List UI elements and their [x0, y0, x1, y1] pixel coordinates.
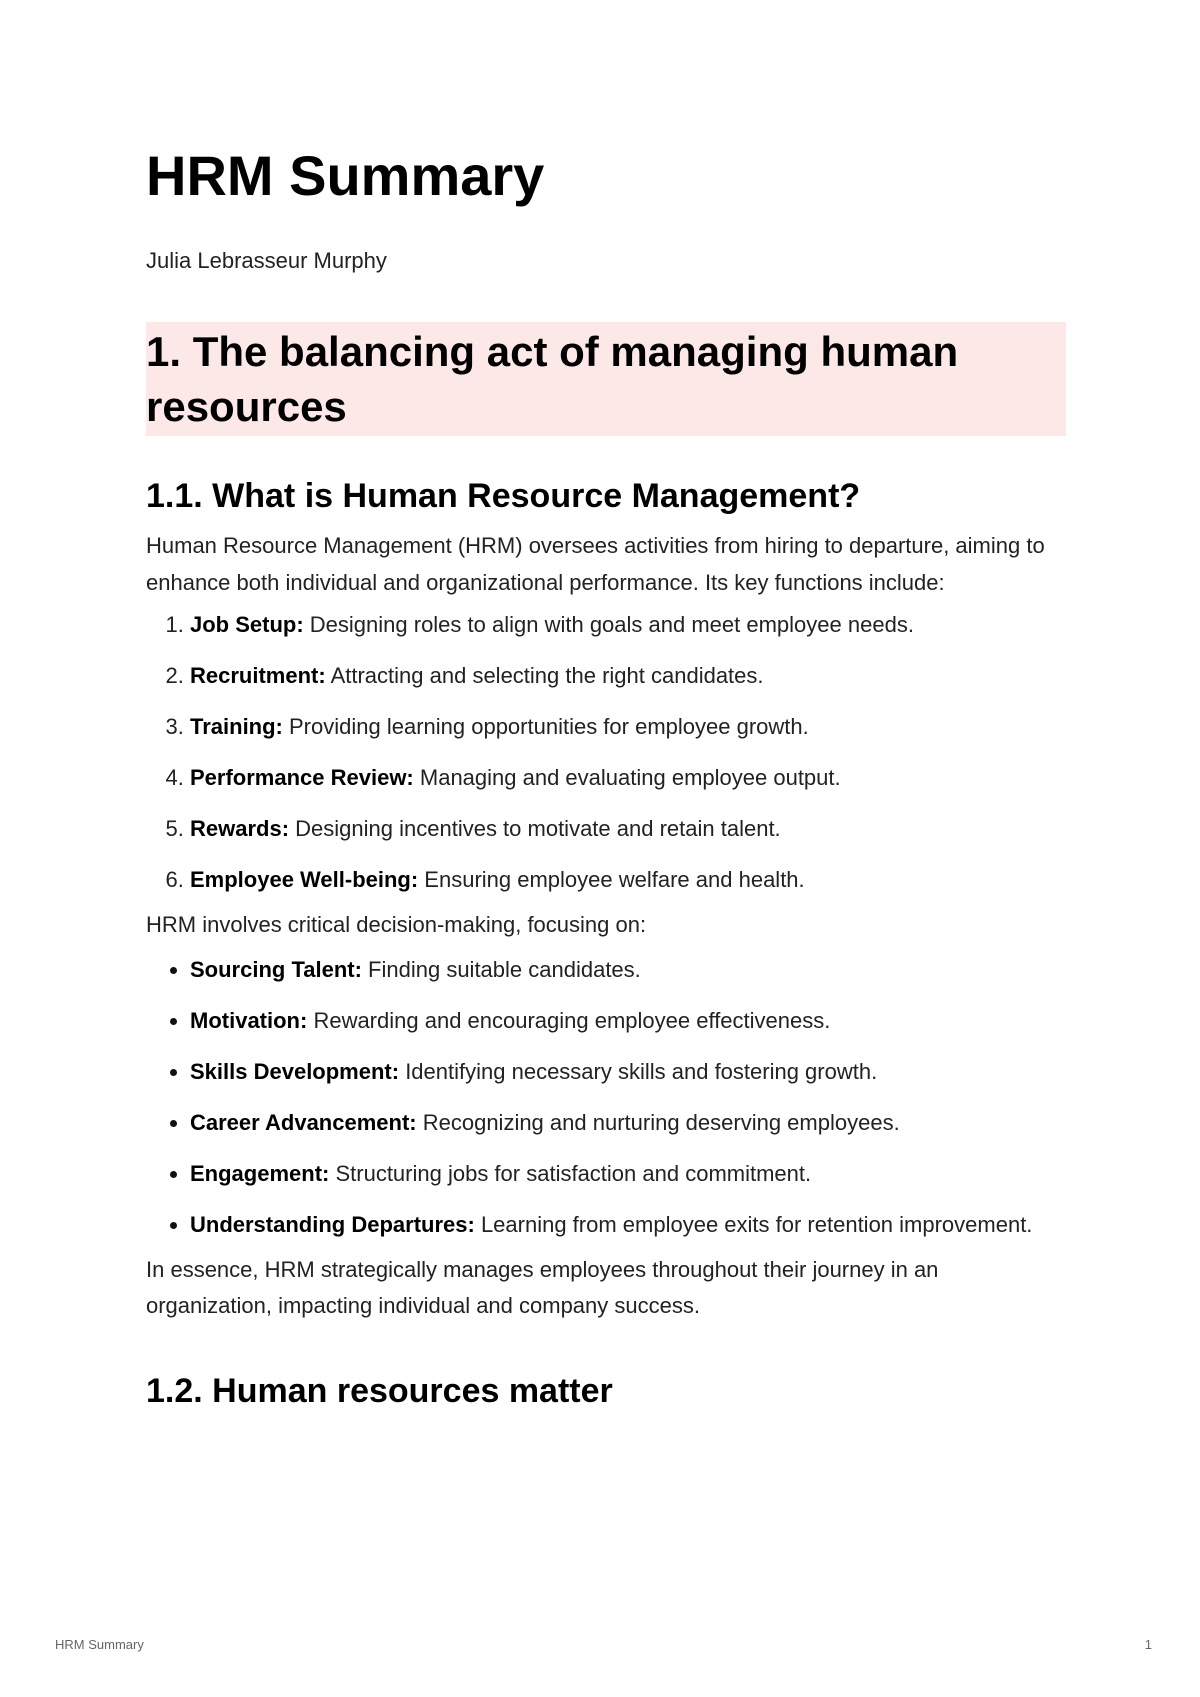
item-term: Performance Review: — [190, 765, 414, 790]
item-description: Attracting and selecting the right candidates. — [325, 663, 764, 688]
item-description: Recognizing and nurturing deserving employees. — [416, 1109, 900, 1135]
list-item — [190, 607, 1066, 644]
hrm-functions-list — [146, 607, 1066, 899]
hrm-intro-paragraph: Human Resource Management (HRM) oversees activities from hiring to departure, aiming to enhance both individual and organizational performance. Its key functions include: — [146, 533, 1045, 595]
item-term: Skills Development: — [190, 1058, 400, 1084]
item-term: Sourcing Talent: — [190, 956, 362, 982]
item-term: Understanding Departures: — [190, 1211, 475, 1237]
list-item — [190, 1054, 1066, 1091]
conclusion-paragraph: In essence, HRM strategically manages employees throughout their journey in an organization, impacting individual and company success. — [146, 1256, 939, 1318]
item-term: Career Advancement: — [190, 1109, 417, 1135]
hrm-focus-list — [146, 952, 1066, 1244]
subsection-heading-1-1: 1.1. What is Human Resource Management? — [146, 477, 861, 515]
subsection-heading-1-2: 1.2. Human resources matter — [146, 1371, 613, 1410]
page-content — [146, 140, 1066, 1423]
item-description: Designing roles to align with goals and meet employee needs. — [303, 612, 914, 637]
item-term: Rewards: — [190, 816, 290, 841]
list-item — [190, 1003, 1066, 1040]
item-description: Designing incentives to motivate and retain talent. — [289, 816, 781, 841]
item-description: Identifying necessary skills and fostering growth. — [399, 1058, 878, 1084]
list-item — [190, 658, 1066, 695]
item-description: Finding suitable candidates. — [361, 956, 641, 982]
list-item — [190, 1207, 1066, 1244]
item-description: Learning from employee exits for retention improvement. — [474, 1211, 1033, 1237]
list-item — [190, 1156, 1066, 1193]
document-author: Julia Lebrasseur Murphy — [146, 248, 387, 273]
section-heading-1: 1. The balancing act of managing human resources — [146, 322, 1066, 436]
item-description: Structuring jobs for satisfaction and commitment. — [329, 1160, 812, 1186]
item-term: Job Setup: — [190, 612, 304, 637]
document-title: HRM Summary — [146, 144, 545, 207]
list-item — [190, 709, 1066, 746]
item-description: Rewarding and encouraging employee effectiveness. — [307, 1007, 831, 1033]
item-term: Motivation: — [190, 1007, 308, 1033]
item-term: Recruitment: — [190, 663, 326, 688]
list-item — [190, 862, 1066, 899]
list-item — [190, 760, 1066, 797]
item-term: Engagement: — [190, 1160, 330, 1186]
list-item — [190, 811, 1066, 848]
decision-intro-paragraph: HRM involves critical decision-making, focusing on: — [146, 912, 647, 937]
list-item — [190, 952, 1066, 989]
item-description: Ensuring employee welfare and health. — [418, 867, 805, 892]
item-description: Managing and evaluating employee output. — [413, 765, 841, 790]
footer-document-name: HRM Summary — [55, 1637, 144, 1652]
item-term: Employee Well-being: — [190, 867, 419, 892]
item-description: Providing learning opportunities for employee growth. — [282, 714, 809, 739]
list-item — [190, 1105, 1066, 1142]
footer-page-number: 1 — [1144, 1637, 1152, 1652]
item-term: Training: — [190, 714, 283, 739]
